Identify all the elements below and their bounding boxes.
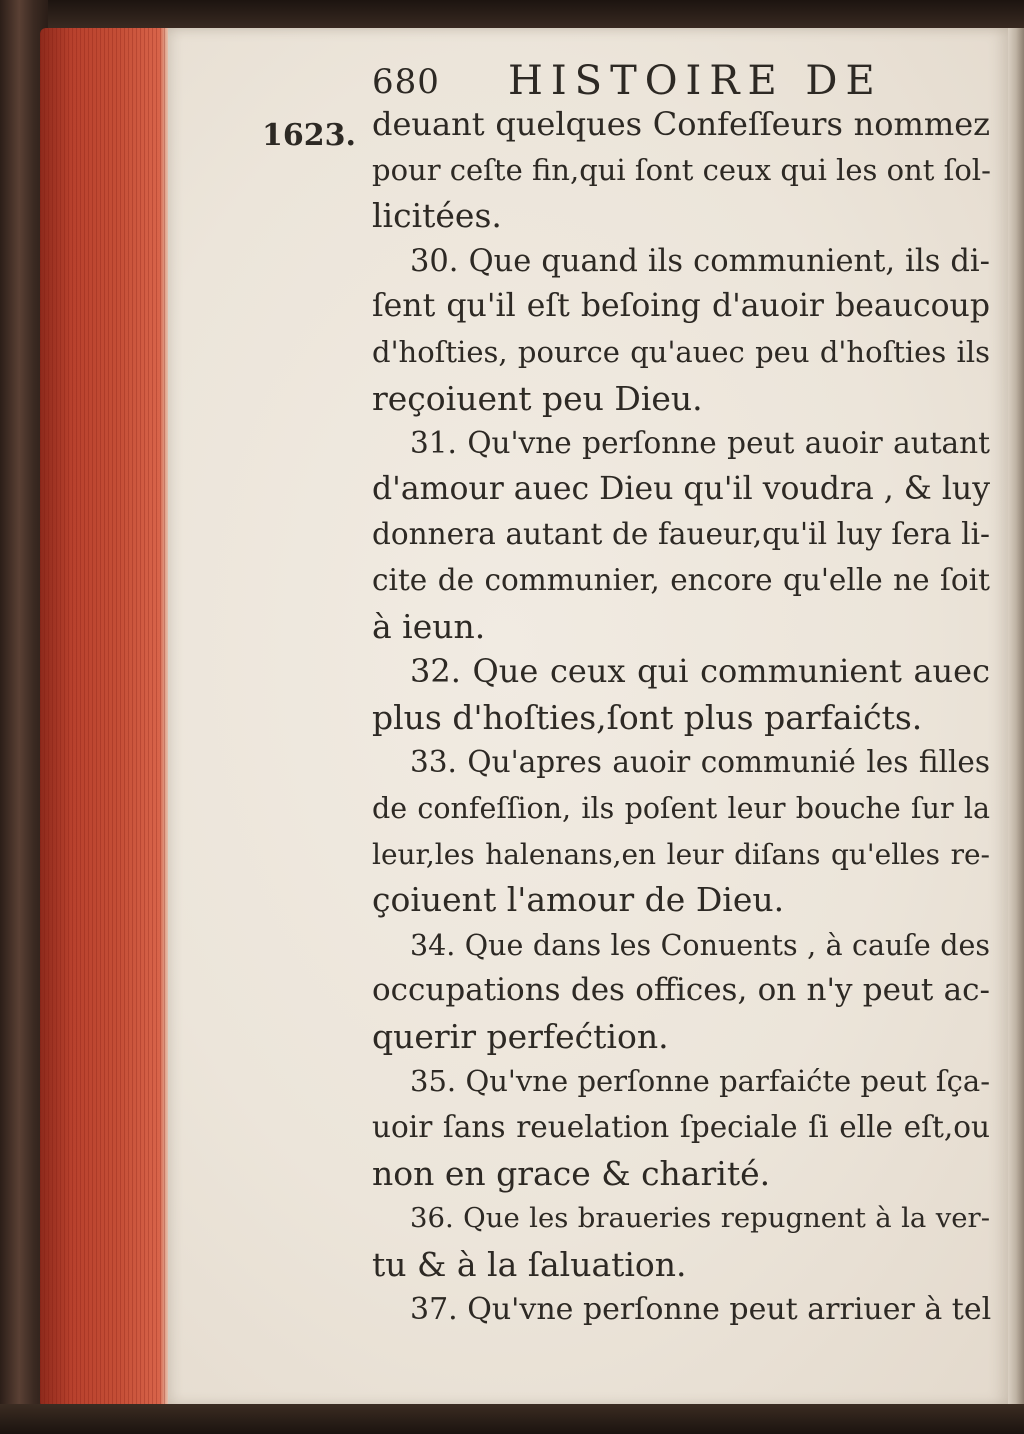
text-line: 31. Qu'vne perſonne peut auoir autant [410, 426, 990, 461]
text-line: 35. Qu'vne perſonne parfaićte peut ſça- [410, 1064, 990, 1099]
text-line: cite de communier, encore qu'elle ne ſoit [372, 562, 990, 597]
text-line: d'hoſties, pource qu'auec peu d'hoſties ils [372, 334, 990, 369]
text-line: donnera autant de faueur,qu'il luy ſera li- [372, 517, 990, 552]
text-line: 34. Que dans les Conuents , à cauſe des [410, 928, 990, 962]
text-line: 36. Que les braueries repugnent à la ver- [410, 1202, 990, 1235]
top-shadow [0, 0, 1024, 30]
text-line: plus d'hoſties,ſont plus parfaićts. [372, 697, 923, 737]
text-line: uoir ſans reuelation ſpeciale ſi elle eſt,ou [372, 1110, 990, 1145]
text-line: querir perfećtion. [372, 1016, 669, 1056]
text-line: tu & à la ſaluation. [372, 1244, 687, 1284]
text-line: çoiuent l'amour de Dieu. [372, 880, 785, 920]
text-line: occupations des offices, on n'y peut ac- [372, 972, 990, 1009]
adjacent-leaf-edge [1008, 28, 1024, 1408]
text-line: pour ceſte fin,qui ſont ceux qui les ont ſol- [372, 152, 991, 187]
text-line: 32. Que ceux qui communient auec [410, 652, 990, 691]
text-line: à ieun. [372, 606, 486, 646]
text-line: 33. Qu'apres auoir communié les filles [410, 745, 990, 780]
bottom-shadow [0, 1404, 1024, 1434]
text-line: de confeſſion, ils poſent leur bouche ſur la [372, 791, 990, 825]
text-line: ſent qu'il eſt beſoing d'auoir beaucoup [372, 288, 990, 325]
text-line: non en grace & charité. [372, 1153, 771, 1193]
page-number: 680 [372, 62, 440, 102]
text-line: licitées. [372, 196, 502, 236]
running-head: HISTOIRE DE [508, 58, 883, 104]
text-line: d'amour auec Dieu qu'il voudra , & luy [372, 470, 991, 507]
text-line: 37. Qu'vne perſonne peut arriuer à tel [410, 1292, 992, 1328]
text-line: deuant quelques Confeſſeurs nommez [372, 105, 990, 143]
text-line: leur,les halenans,en leur diſans qu'elles re- [372, 837, 990, 871]
red-page-edges [40, 28, 170, 1408]
body-text [372, 102, 990, 1333]
margin-year-note: 1623. [262, 118, 356, 153]
text-line: reçoiuent peu Dieu. [372, 378, 703, 418]
text-line: 30. Que quand ils communient, ils di- [410, 243, 990, 279]
